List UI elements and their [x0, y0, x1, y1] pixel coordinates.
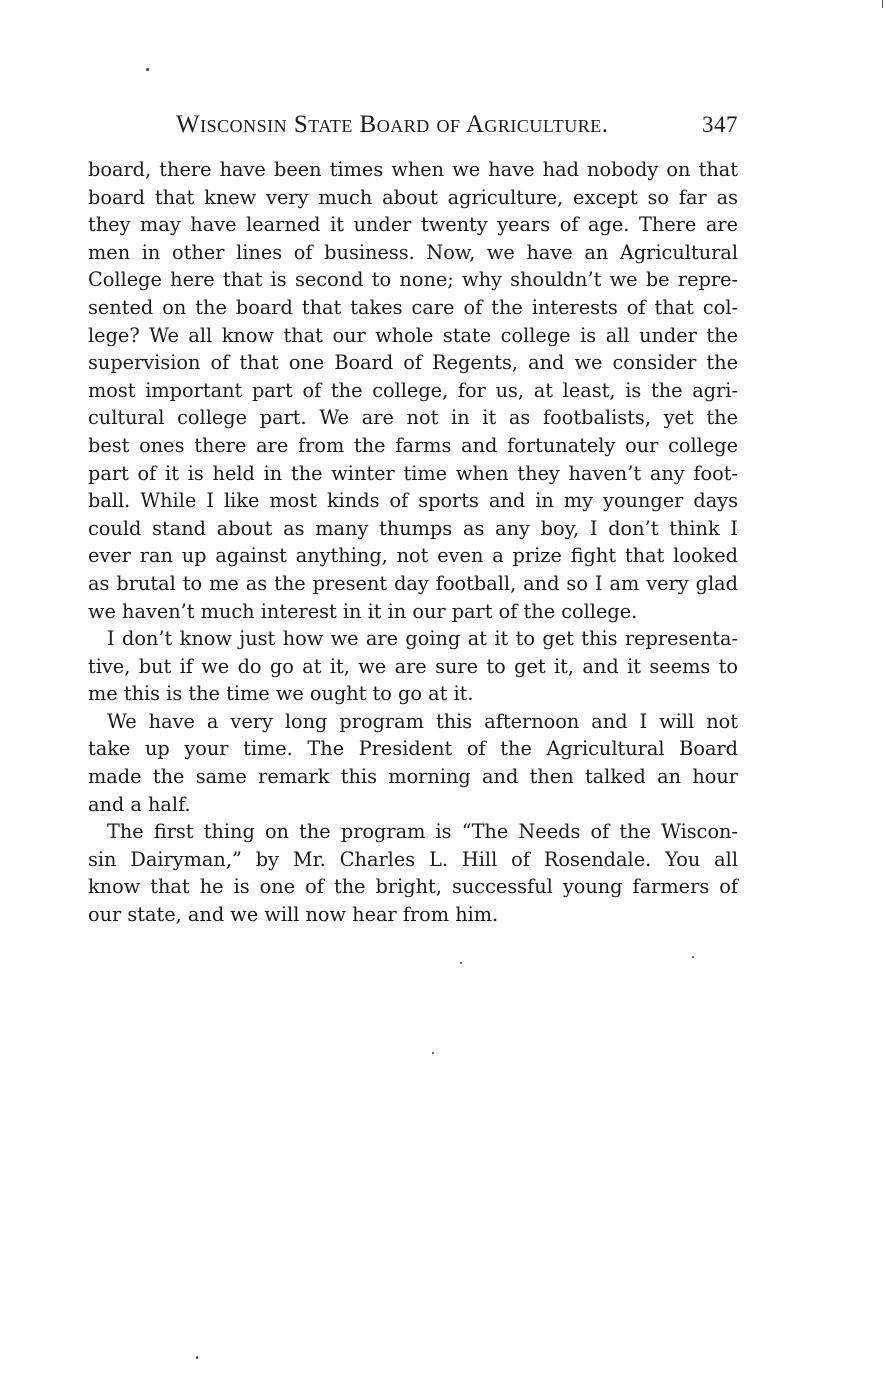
paragraph-1: [88, 156, 738, 625]
text-line: men in other lines of business. Now, we have an Agricultural: [88, 240, 738, 264]
text-line: take up your time. The President of the Agricultural Board: [88, 737, 738, 761]
text-line: I don’t know just how we are going at it to get this representa-: [107, 627, 738, 651]
print-speck: [432, 1052, 434, 1054]
text-line: board that knew very much about agriculture, except so far as: [88, 185, 738, 209]
text-line: as brutal to me as the present day football, and so I am very glad: [88, 571, 738, 595]
text-line: sented on the board that takes care of the interests of that col-: [88, 295, 738, 319]
text-line: board, there have been times when we have had nobody on that: [88, 158, 738, 181]
text-line: lege? We all know that our whole state college is all under the: [88, 323, 738, 347]
print-speck: [146, 68, 149, 71]
text-line: our state, and we will now hear from him.: [88, 903, 499, 927]
text-line: made the same remark this morning and then talked an hour: [88, 765, 738, 789]
text-line: tive, but if we do go at it, we are sure to get it, and it seems to: [88, 654, 738, 678]
text-line: We have a very long program this afternoon and I will not: [107, 709, 738, 733]
text-line: College here that is second to none; why shouldn’t we be repre-: [88, 268, 738, 292]
print-speck: [196, 1356, 198, 1359]
text-line: The first thing on the program is “The Needs of the Wiscon-: [107, 820, 738, 844]
text-line: and a half.: [88, 792, 191, 816]
page-header: [176, 110, 740, 140]
text-line: could stand about as many thumps as any boy, I don’t think I: [88, 516, 738, 540]
body-text: [88, 156, 738, 929]
text-line: me this is the time we ought to go at it.: [88, 682, 474, 706]
running-title: Wisconsin State Board of Agriculture.: [176, 111, 609, 138]
print-speck: [692, 956, 694, 958]
text-line: sin Dairyman,” by Mr. Charles L. Hill of Rosendale. You all: [88, 847, 738, 871]
text-line: best ones there are from the farms and fortunately our college: [88, 433, 738, 457]
text-line: most important part of the college, for us, at least, is the agri-: [88, 378, 738, 402]
text-line: supervision of that one Board of Regents, and we consider the: [88, 351, 738, 375]
text-line: cultural college part. We are not in it as footbalists, yet the: [88, 406, 738, 430]
text-line: we haven’t much interest in it in our part of the college.: [88, 599, 638, 623]
print-speck: [460, 962, 462, 964]
page-number: 347: [702, 112, 738, 137]
text-line: part of it is held in the winter time when they haven’t any foot-: [88, 461, 738, 485]
paragraph-2: [88, 625, 738, 708]
text-line: know that he is one of the bright, successful young farmers of: [88, 875, 738, 899]
text-line: ever ran up against anything, not even a prize fight that looked: [88, 544, 738, 568]
text-line: ball. While I like most kinds of sports and in my younger days: [88, 489, 738, 513]
paragraph-3: [88, 708, 738, 818]
text-line: they may have learned it under twenty years of age. There are: [88, 213, 738, 237]
page-edge-mark: [882, 0, 883, 8]
paragraph-4: [88, 818, 738, 928]
